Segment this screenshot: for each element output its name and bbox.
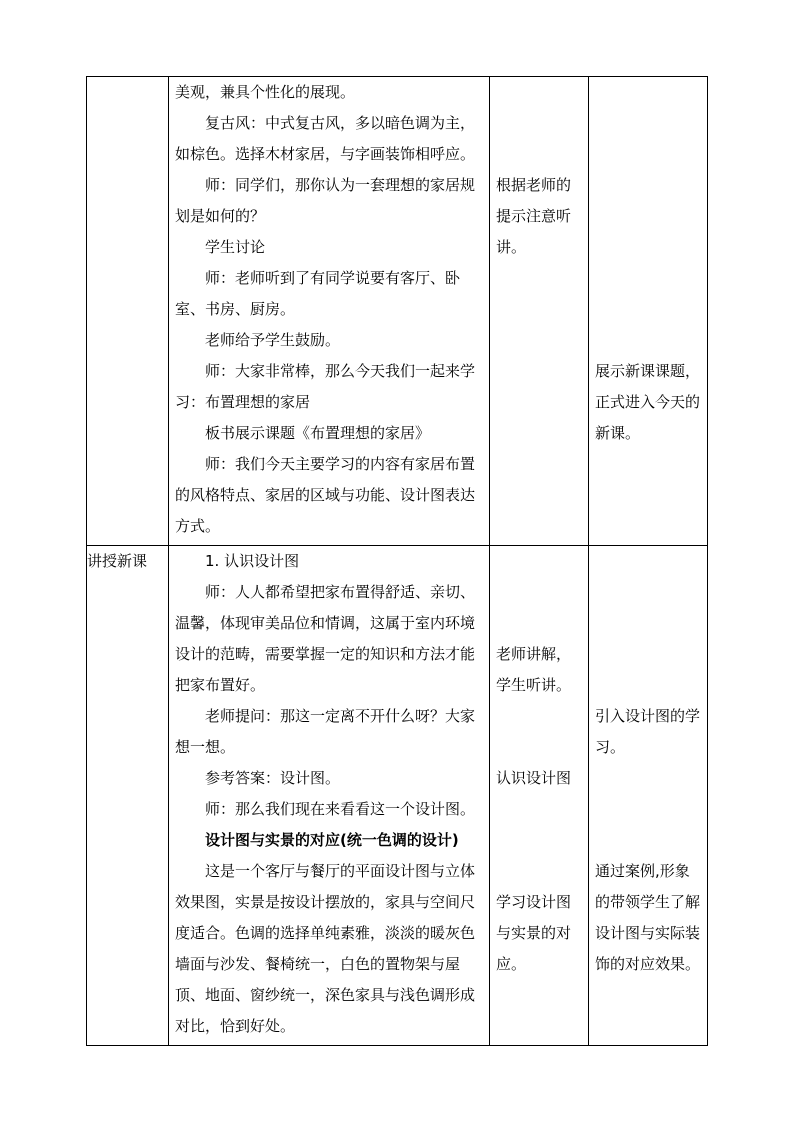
stage-label: 讲授新课	[87, 552, 148, 570]
student-activity-text: 根据老师的提示注意听讲。	[496, 176, 572, 256]
student-activity-cell	[490, 77, 589, 546]
stage-cell	[87, 77, 169, 546]
content-paragraph: 复古风：中式复古风，多以暗色调为主，如棕色。选择木材家居，与字画装饰相呼应。	[175, 114, 476, 163]
teaching-content	[169, 77, 489, 542]
table-row	[87, 546, 708, 1046]
content-paragraph: 这是一个客厅与餐厅的平面设计图与立体效果图，实景是按设计摆放的，家具与空间尺度适合。色调的选择单纯素雅，淡淡的暖灰色墙面与沙发、餐椅统一，白色的置物架与屋顶、地面、窗纱统一，深色家具与浅色调形成对比，恰到好处。	[175, 862, 476, 1035]
content-paragraph: 师：同学们，那你认为一套理想的家居规划是如何的？	[175, 176, 476, 225]
content-paragraph: 美观，兼具个性化的展现。	[175, 83, 356, 101]
table-row	[87, 77, 708, 546]
design-intent-cell	[589, 77, 708, 546]
content-paragraph: 老师提问：那这一定离不开什么呀？大家想一想。	[175, 707, 476, 756]
teaching-content-cell	[169, 546, 490, 1046]
student-activity-cell	[490, 546, 589, 1046]
content-paragraph: 师：那么我们现在来看看这一个设计图。	[205, 800, 476, 818]
design-intent-text: 引入设计图的学习。	[595, 707, 701, 756]
design-intent-text: 展示新课课题，正式进入今天的新课。	[595, 362, 701, 442]
teaching-content-cell	[169, 77, 490, 546]
content-paragraph: 参考答案：设计图。	[205, 769, 341, 787]
content-paragraph: 师：人人都希望把家布置得舒适、亲切、温馨，体现审美品位和情调，这属于室内环境设计的范畴，需要掌握一定的知识和方法才能把家布置好。	[175, 583, 476, 694]
student-activity-text: 学习设计图与实景的对应。	[496, 893, 572, 973]
content-paragraph: 师：大家非常棒，那么今天我们一起来学习：布置理想的家居	[175, 362, 476, 411]
content-paragraph: 师：老师听到了有同学说要有客厅、卧室、书房、厨房。	[175, 269, 461, 318]
content-paragraph: 设计图与实景的对应(统一色调的设计)	[205, 831, 459, 849]
design-intent-text: 通过案例,形象的带领学生了解设计图与实际装饰的对应效果。	[595, 862, 701, 973]
design-intent-cell	[589, 546, 708, 1046]
student-activity-text: 老师讲解，学生听讲。	[496, 645, 572, 694]
lesson-plan-table	[86, 76, 708, 1046]
teaching-content	[169, 546, 489, 1042]
content-paragraph: 1. 认识设计图	[205, 552, 300, 570]
content-paragraph: 老师给予学生鼓励。	[205, 331, 341, 349]
content-paragraph: 师：我们今天主要学习的内容有家居布置的风格特点、家居的区域与功能、设计图表达方式。	[175, 455, 476, 535]
content-paragraph: 学生讨论	[205, 238, 266, 256]
stage-cell	[87, 546, 169, 1046]
student-activity-text: 认识设计图	[496, 769, 572, 787]
content-paragraph: 板书展示课题《布置理想的家居》	[205, 424, 431, 442]
